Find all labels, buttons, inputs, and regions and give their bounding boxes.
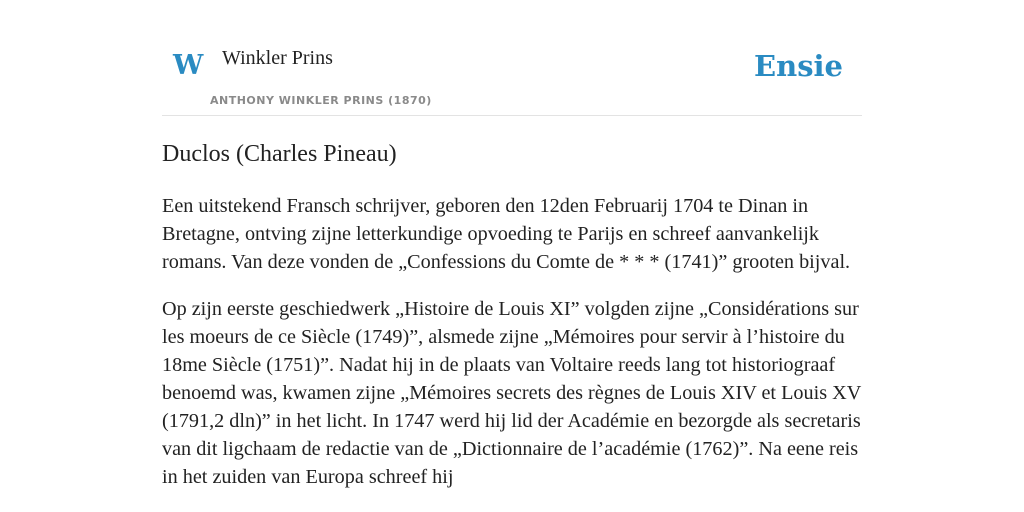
- article-body: [162, 192, 862, 510]
- source-header: [162, 0, 862, 116]
- article-paragraph: Een uitstekend Fransch schrijver, geboren den 12den Februarij 1704 te Dinan in Bretagne, ontving zijne letterkundige opvoeding te Parijs en schreef aanvankelijk romans. Van deze vonden de „Confessions du Comte de * * * (1741)” grooten bijval.: [162, 195, 851, 273]
- source-title-link[interactable]: Winkler Prins: [222, 47, 333, 69]
- source-logo-icon[interactable]: W: [173, 50, 204, 81]
- source-subtitle: ANTHONY WINKLER PRINS (1870): [210, 94, 432, 107]
- ensie-logo-link[interactable]: Ensie: [754, 49, 843, 83]
- article-paragraph: Op zijn eerste geschiedwerk „Histoire de Louis XI” volgden zijne „Considérations sur les moeurs de ce Siècle (1749)”, alsmede zijne „Mémoires pour servir à l’histoire du 18me Siècle (1751)”. Nadat hij in de plaats van Voltaire reeds lang tot historiograaf benoemd was, kwamen zijne „Mémoires secrets des règnes de Louis XIV et Louis XV (1791,2 dln)” in het licht. In 1747 werd hij lid der Académie en bezorgde als secretaris van dit ligchaam de redactie van de „Dictionnaire de l’académie (1762)”. Na eene reis in het zuiden van Europa schreef hij: [162, 298, 861, 488]
- content-container: [162, 0, 862, 488]
- article-title: Duclos (Charles Pineau): [162, 141, 397, 167]
